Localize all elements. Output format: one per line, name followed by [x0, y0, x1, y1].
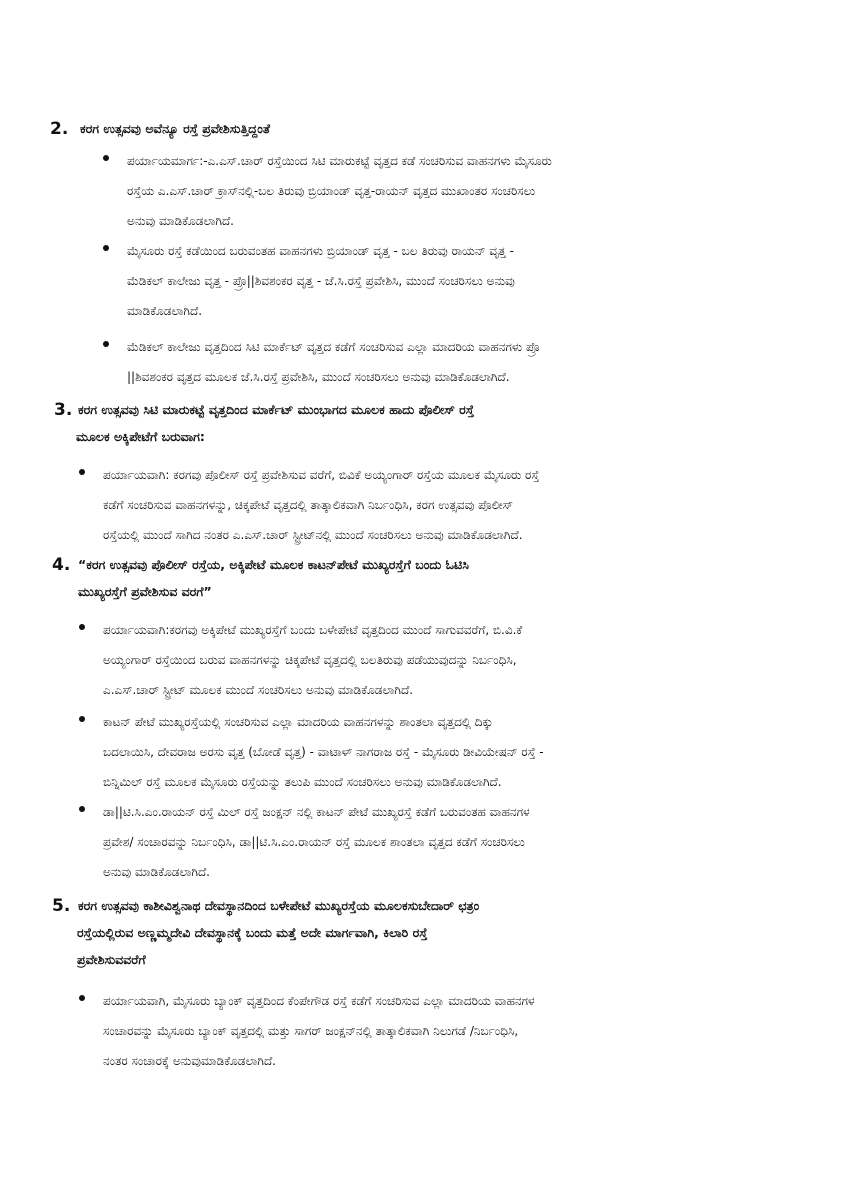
list-item-text — [127, 332, 540, 392]
section-title-line: ಪ್ರವೇಶಿಸುವವರೆಗೆ — [77, 952, 146, 967]
list-item-text — [103, 615, 522, 705]
text-line: ಸಂಚಾರವನ್ನು ಮೈಸೂರು ಬ್ಯಾಂಕ್ ವೃತ್ತದಲ್ಲಿ ಮತ್ತು ಸಾಗರ್ ಜಂಕ್ಷನ್‌ನಲ್ಲಿ ತಾತ್ಕಾಲಿಕವಾಗಿ ನಿಲುಗಡೆ /ನಿರ್ಬಂಧಿಸಿ, — [103, 1024, 519, 1038]
list-item-text — [103, 707, 544, 797]
bullet-dot-icon — [79, 469, 85, 475]
list-item-text — [127, 236, 515, 326]
list-item-text — [103, 986, 535, 1076]
bullet-dot-icon — [79, 716, 85, 722]
bullet-dot-icon — [103, 245, 109, 251]
list-item-text — [103, 460, 539, 550]
text-line: ||ಶಿವಶಂಕರ ವೃತ್ತದ ಮೂಲಕ ಜೆ.ಸಿ.ರಸ್ತೆ ಪ್ರವೇಶಿಸಿ, ಮುಂದೆ ಸಂಚರಿಸಲು ಅನುವು ಮಾಡಿಕೊಡಲಾಗಿದೆ. — [127, 370, 510, 384]
bullet-dot-icon — [103, 341, 109, 347]
text-line: ಪ್ರವೇಶ/ ಸಂಚಾರವನ್ನು ನಿರ್ಬಂಧಿಸಿ, ಡಾ||ಟಿ.ಸಿ.ಎಂ.ರಾಯನ್ ರಸ್ತೆ ಮೂಲಕ ಶಾಂತಲಾ ವೃತ್ತದ ಕಡೆಗೆ ಸಂಚರಿಸಲು — [103, 835, 525, 849]
list-item-text — [103, 797, 530, 887]
text-line: ಅನುವು ಮಾಡಿಕೊಡಲಾಗಿದೆ. — [103, 865, 211, 879]
section-number: 4. — [52, 555, 71, 575]
list-item-text — [127, 146, 552, 236]
text-line: ಅಯ್ಯಂಗಾರ್ ರಸ್ತೆಯಿಂದ ಬರುವ ವಾಹನಗಳನ್ನು ಚಿಕ್ಕಪೇಟೆ ವೃತ್ತದಲ್ಲಿ ಬಲತಿರುವು ಪಡೆಯುವುದನ್ನು ನಿರ್ಬಂಧಿಸಿ, — [103, 653, 517, 667]
text-line: ಮೈಸೂರು ರಸ್ತೆ ಕಡೆಯಿಂದ ಬರುವಂತಹ ವಾಹನಗಳು ಬ್ರಿಯಾಂಡ್ ವೃತ್ತ - ಬಲ ತಿರುವು ರಾಯನ್ ವೃತ್ತ - — [127, 244, 514, 258]
text-line: ಕಾಟನ್ ಪೇಟೆ ಮುಖ್ಯರಸ್ತೆಯಲ್ಲಿ ಸಂಚರಿಸುವ ಎಲ್ಲಾ ಮಾದರಿಯ ವಾಹನಗಳನ್ನು ಶಾಂತಲಾ ವೃತ್ತದಲ್ಲಿ ದಿಕ್ಕು — [103, 715, 493, 729]
section-title — [78, 396, 778, 450]
text-line: ರಸ್ತೆಯಲ್ಲಿ ಮುಂದೆ ಸಾಗಿದ ನಂತರ ಎ.ಎಸ್.ಚಾರ್ ಸ್ಟ್ರೀಟ್‌ನಲ್ಲಿ ಮುಂದೆ ಸಂಚರಿಸಲು ಅನುವು ಮಾಡಿಕೊಡಲಾಗಿದೆ. — [103, 528, 523, 542]
section-title-line: ರಸ್ತೆಯಲ್ಲಿರುವ ಅಣ್ಣಮ್ಮದೇವಿ ದೇವಸ್ಥಾನಕ್ಕೆ ಬಂದು ಮತ್ತೆ ಅದೇ ಮಾರ್ಗವಾಗಿ, ಕಿಲಾರಿ ರಸ್ತೆ — [77, 925, 428, 940]
section-number: 3. — [54, 400, 73, 420]
text-line: ಬಿನ್ನಿಮಿಲ್ ರಸ್ತೆ ಮೂಲಕ ಮೈಸೂರು ರಸ್ತೆಯನ್ನು ತಲುಪಿ ಮುಂದೆ ಸಂಚರಿಸಲು ಅನುವು ಮಾಡಿಕೊಡಲಾಗಿದೆ. — [103, 775, 502, 789]
text-line: ಬದಲಾಯಿಸಿ, ದೇವರಾಜ ಅರಸು ವೃತ್ತ (ಬೋಡೆ ವೃತ್ತ) - ವಾಟಾಳ್ ನಾಗರಾಜ ರಸ್ತೆ - ಮೈಸೂರು ಡೀವಿಯೇಷನ್ ರಸ್ತೆ - — [103, 745, 544, 759]
text-line: ಮೆಡಿಕಲ್ ಕಾಲೇಜು ವೃತ್ತದಿಂದ ಸಿಟಿ ಮಾರ್ಕೆಟ್ ವೃತ್ತದ ಕಡೆಗೆ ಸಂಚರಿಸುವ ಎಲ್ಲಾ ಮಾದರಿಯ ವಾಹನಗಳು ಪ್ರೊ — [127, 340, 540, 354]
text-line: ನಂತರ ಸಂಚಾರಕ್ಕೆ ಅನುವುಮಾಡಿಕೊಡಲಾಗಿದೆ. — [103, 1054, 277, 1068]
section-title-line: ಕರಗ ಉತ್ಸವವು ಅವೆನ್ಯೂ ರಸ್ತೆ ಪ್ರವೇಶಿಸುತ್ತಿದ್ದಂತೆ — [80, 121, 270, 136]
text-line: ಡಾ||ಟಿ.ಸಿ.ಎಂ.ರಾಯನ್ ರಸ್ತೆ ಮಿಲ್ ರಸ್ತೆ ಜಂಕ್ಷನ್ ನಲ್ಲಿ ಕಾಟನ್ ಪೇಟೆ ಮುಖ್ಯರಸ್ತೆ ಕಡೆಗೆ ಬರುವಂತಹ ವಾಹನಗಳ — [103, 805, 530, 819]
section-title-line: ಕರಗ ಉತ್ಸವವು ಸಿಟಿ ಮಾರುಕಟ್ಟೆ ವೃತ್ತದಿಂದ ಮಾರ್ಕೆಟ್ ಮುಂಭಾಗದ ಮೂಲಕ ಹಾದು ಪೊಲೀಸ್ ರಸ್ತೆ — [78, 402, 474, 417]
text-line: ಪರ್ಯಾಯವಾಗಿ:ಕರಗವು ಅಕ್ಕಿಪೇಟೆ ಮುಖ್ಯರಸ್ತೆಗೆ ಬಂದು ಬಳೇಪೇಟೆ ವೃತ್ತದಿಂದ ಮುಂದೆ ಸಾಗುವವರೆಗೆ, ಬಿ.ವಿ.ಕೆ — [103, 623, 523, 637]
section-title — [78, 551, 778, 605]
section-title-line: ಮೂಲಕ ಅಕ್ಕಿಪೇಟೆಗೆ ಬರುವಾಗ: — [76, 429, 205, 444]
section-title-line: ಕರಗ ಉತ್ಸವವು ಕಾಶೀವಿಶ್ವನಾಥ ದೇವಸ್ಥಾನದಿಂದ ಬಳೇಪೇಟೆ ಮುಖ್ಯರಸ್ತೆಯ ಮೂಲಕಸುಬೇದಾರ್ ಛತ್ರಂ — [78, 898, 480, 913]
bullet-dot-icon — [79, 995, 85, 1001]
bullet-dot-icon — [79, 624, 85, 630]
section-title-line: ಮುಖ್ಯರಸ್ತೆಗೆ ಪ್ರವೇಶಿಸುವ ವರಗೆ” — [78, 584, 212, 599]
section-title-line: “ಕರಗ ಉತ್ಸವವು ಪೊಲೀಸ್ ರಸ್ತೆಯ, ಅಕ್ಕಿಪೇಟೆ ಮೂಲಕ ಕಾಟನ್‌ಪೇಟೆ ಮುಖ್ಯರಸ್ತೆಗೆ ಬಂದು ಓಟಿಸಿ — [78, 557, 469, 572]
bullet-dot-icon — [103, 155, 109, 161]
bullet-dot-icon — [79, 806, 85, 812]
section-title — [78, 892, 778, 973]
section-number: 2. — [50, 119, 69, 139]
text-line: ಮೆಡಿಕಲ್ ಕಾಲೇಜು ವೃತ್ತ - ಪ್ರೊ||ಶಿವಶಂಕರ ವೃತ್ತ - ಜೆ.ಸಿ.ರಸ್ತೆ ಪ್ರವೇಶಿಸಿ, ಮುಂದೆ ಸಂಚರಿಸಲು ಅನುವು — [127, 274, 515, 288]
text-line: ಪರ್ಯಾಯವಾಗಿ, ಮೈಸೂರು ಬ್ಯಾಂಕ್ ವೃತ್ತದಿಂದ ಕೆಂಪೇಗೌಡ ರಸ್ತೆ ಕಡೆಗೆ ಸಂಚರಿಸುವ ಎಲ್ಲಾ ಮಾದರಿಯ ವಾಹನಗಳ — [103, 994, 535, 1008]
text-line: ಮಾಡಿಕೊಡಲಾಗಿದೆ. — [127, 304, 203, 318]
section-title — [80, 115, 780, 142]
text-line: ರಸ್ತೆಯ ಎ.ಎಸ್.ಚಾರ್ ಕ್ರಾಸ್‌ನಲ್ಲಿ-ಬಲ ತಿರುವು ಬ್ರಿಯಾಂಡ್ ವೃತ್ತ-ರಾಯನ್ ವೃತ್ತದ ಮುಖಾಂತರ ಸಂಚರಿಸಲು — [127, 184, 536, 198]
text-line: ಪರ್ಯಾಯಮಾರ್ಗ:-ಎ.ಎಸ್.ಚಾರ್ ರಸ್ತೆಯಿಂದ ಸಿಟಿ ಮಾರುಕಟ್ಟೆ ವೃತ್ತದ ಕಡೆ ಸಂಚರಿಸುವ ವಾಹನಗಳು ಮೈಸೂರು — [127, 154, 552, 168]
text-line: ಕಡೆಗೆ ಸಂಚರಿಸುವ ವಾಹನಗಳನ್ನು, ಚಿಕ್ಕಪೇಟೆ ವೃತ್ತದಲ್ಲಿ ತಾತ್ಕಾಲಿಕವಾಗಿ ನಿರ್ಬಂಧಿಸಿ, ಕರಗ ಉತ್ಸವವು ಪೊಲೀಸ್ — [103, 498, 513, 512]
text-line: ಅನುವು ಮಾಡಿಕೊಡಲಾಗಿದೆ. — [127, 214, 235, 228]
section-number: 5. — [52, 896, 71, 916]
text-line: ಪರ್ಯಾಯವಾಗಿ: ಕರಗವು ಪೊಲೀಸ್ ರಸ್ತೆ ಪ್ರವೇಶಿಸುವ ವರೆಗೆ, ಬಿವಿಕೆ ಅಯ್ಯಂಗಾರ್ ರಸ್ತೆಯ ಮೂಲಕ ಮೈಸೂರು ರಸ್ತೆ — [103, 468, 540, 482]
text-line: ಎ.ಎಸ್.ಚಾರ್ ಸ್ಟ್ರೀಟ್ ಮೂಲಕ ಮುಂದೆ ಸಂಚರಿಸಲು ಅನುವು ಮಾಡಿಕೊಡಲಾಗಿದೆ. — [103, 683, 414, 697]
